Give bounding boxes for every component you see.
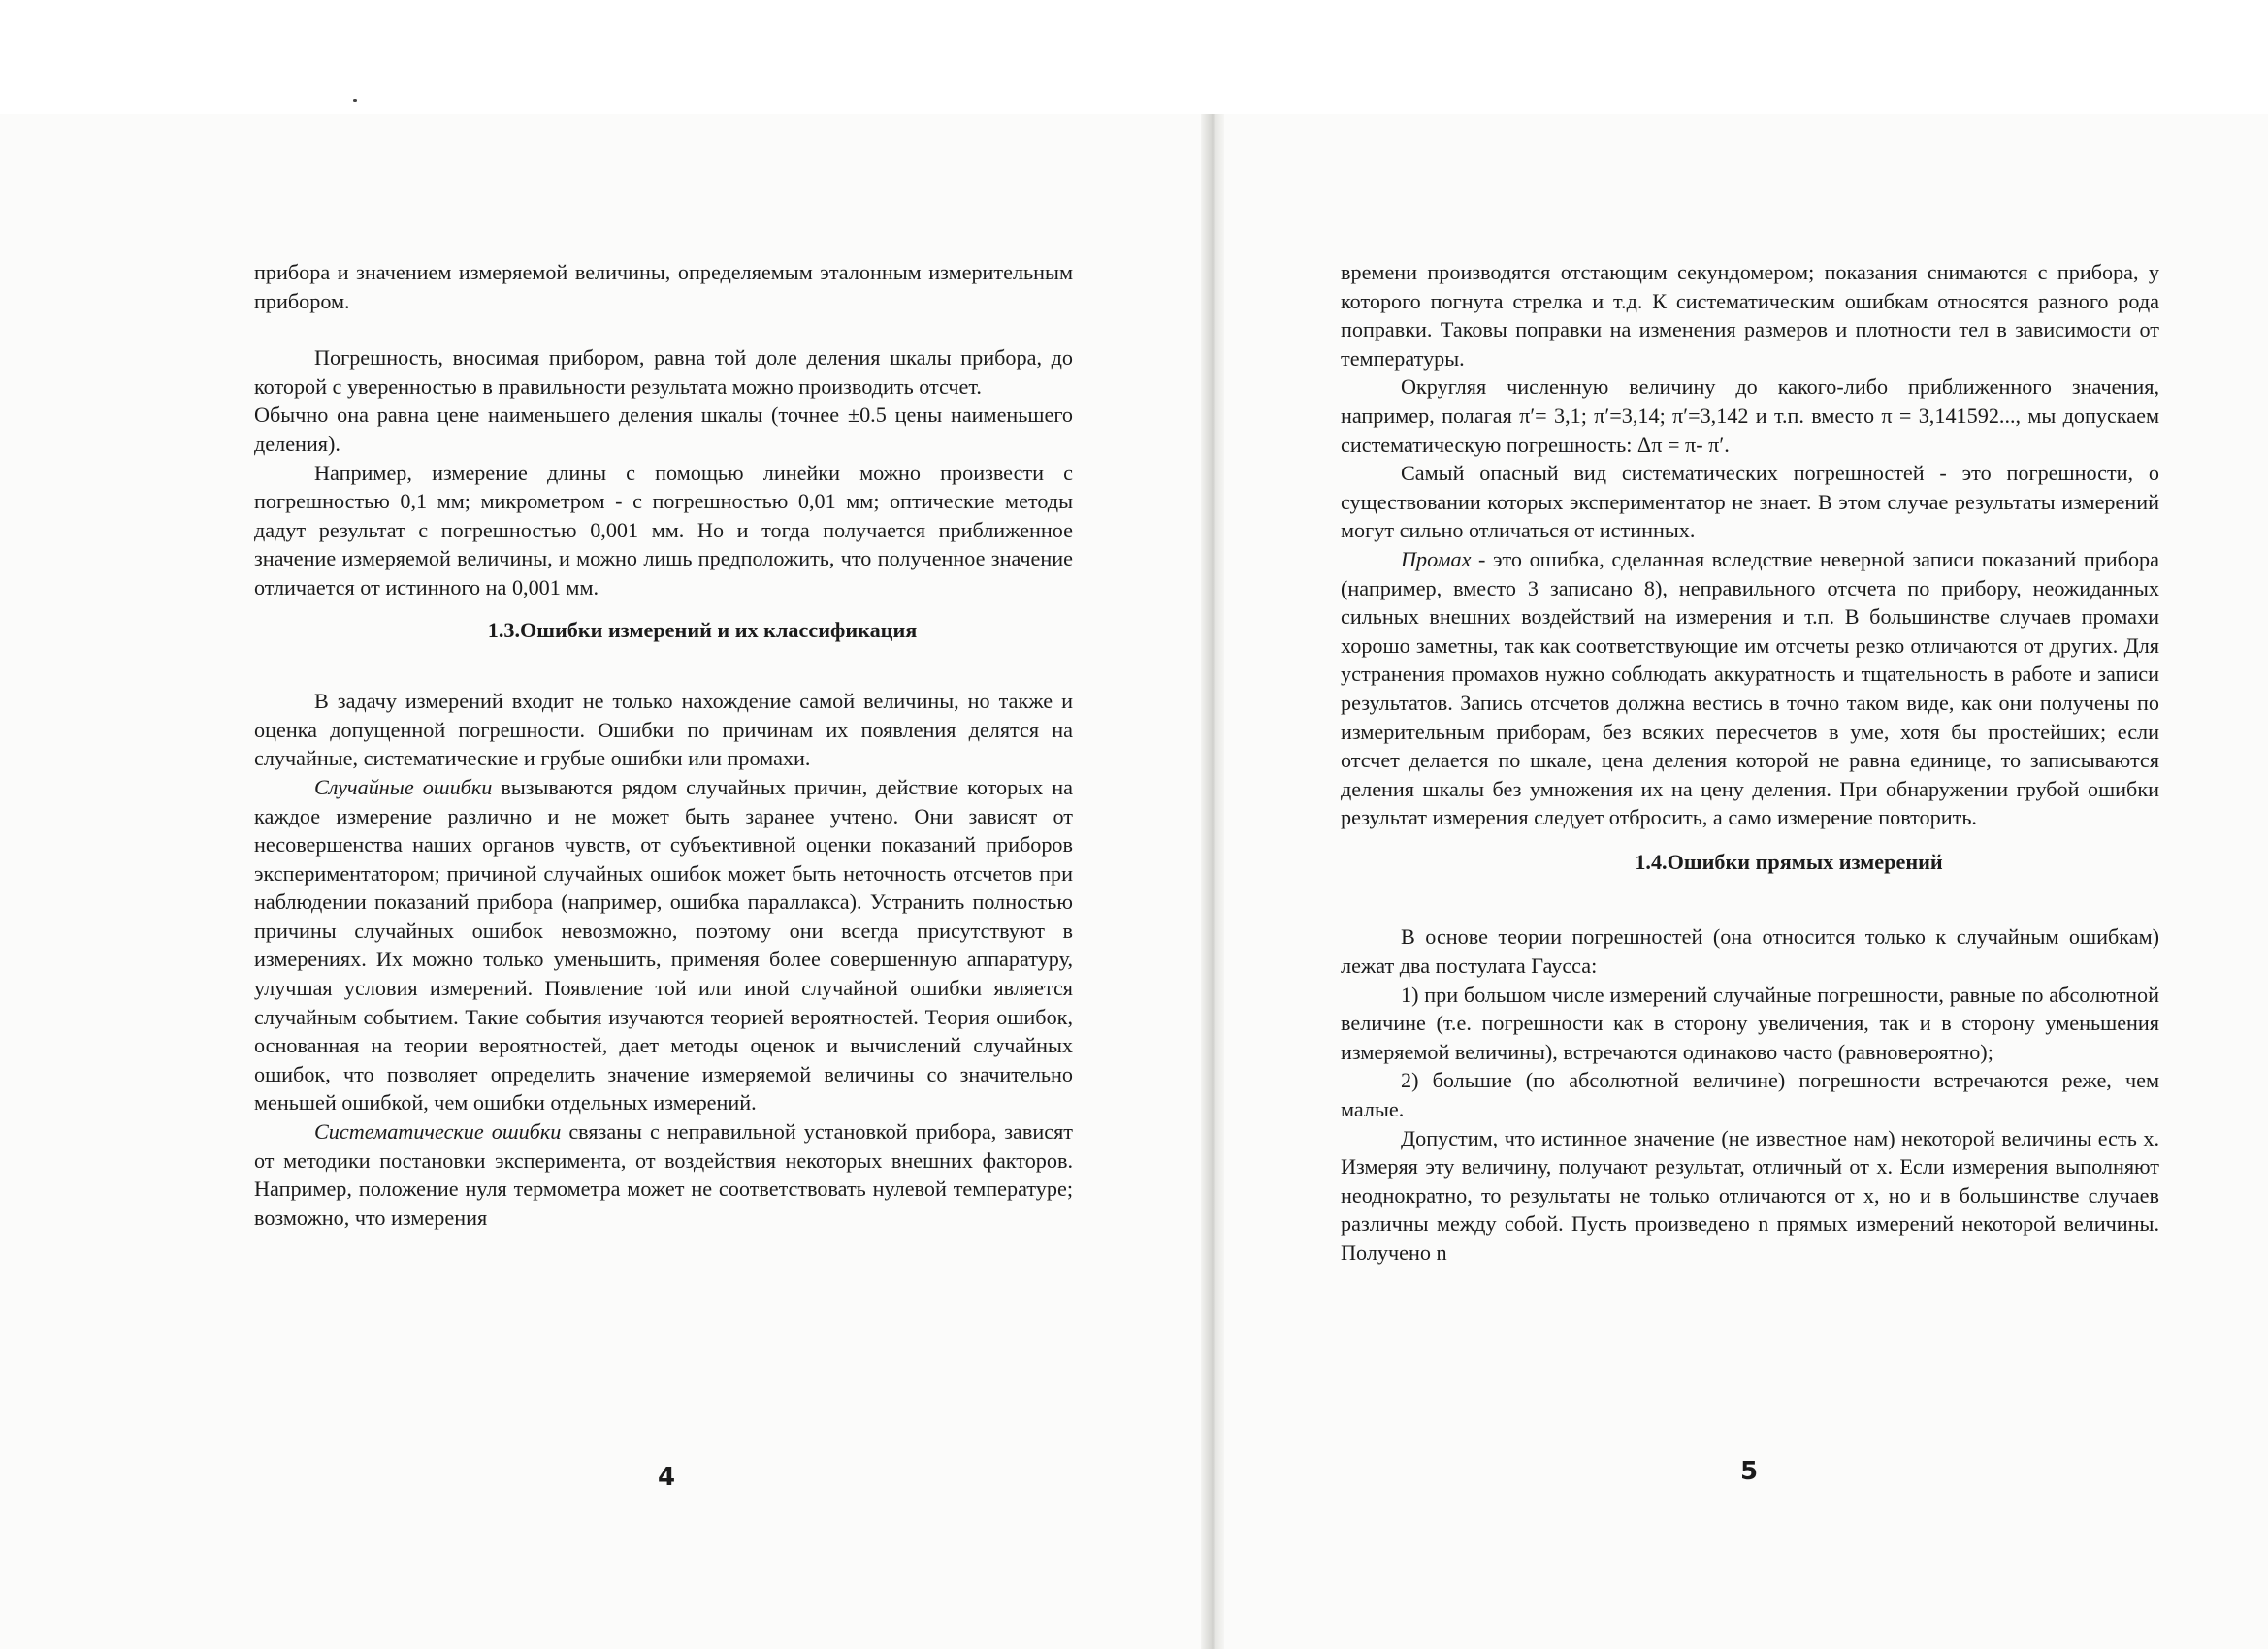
book-gutter: [1201, 114, 1224, 1649]
paragraph: 2) большие (по абсолютной величине) погрешности встречаются реже, чем малые.: [1341, 1068, 2159, 1122]
section-heading: 1.3.Ошибки измерений и их классификация: [487, 617, 918, 642]
page-number: 4: [658, 1463, 676, 1492]
paragraph: Например, измерение длины с помощью линейки можно произвести с погрешностью 0,1 мм; микрометром - с погрешностью 0,01 мм; оптические методы дадут результат с погрешностью 0,001 мм. Но и тогда получается приближенное значение измеряемой величины, и можно лишь предположить, что полученное значение отличается от истинного на 0,001 мм.: [254, 460, 1073, 599]
paragraph: прибора и значением измеряемой величины, определяемым эталонным измерительным прибором.: [254, 260, 1073, 313]
paragraph: Допустим, что истинное значение (не известное нам) некоторой величины есть x. Измеряя эту величину, получают результат, отличный от x. Если измерения выполняют неоднократно, то результаты не только отличаются от x, но и в большинстве случаев различны между собой. Пусть произведено n прямых измерений некоторой величины. Получено n: [1341, 1125, 2159, 1265]
italic-term: Промах: [1401, 546, 1472, 571]
paragraph-text: связаны с неправильной установкой прибора, зависят от методики постановки эксперимента, от воздействия некоторых внешних факторов. Например, положение нуля термометра может не соответствовать нулевой температуре; возможно, что измерения: [254, 1119, 1073, 1230]
italic-term: Случайные ошибки: [314, 774, 493, 799]
italic-term: Систематические ошибки: [314, 1119, 562, 1145]
paragraph: Обычно она равна цене наименьшего деления шкалы (точнее ±0.5 цены наименьшего деления).: [254, 403, 1073, 456]
paragraph-text: вызываются рядом случайных причин, действие которых на каждое измерение различно и не может быть заранее учтено. Они зависят от несовершенства наших органов чувств, от субъективной оценки показаний приборов экспериментатором; причиной случайных ошибок может быть неточность отсчетов при наблюдении показаний прибора (например, ошибка параллакса). Устранить полностью причины случайных ошибок невозможно, поэтому они всегда присутствуют в измерениях. Их можно только уменьшить, применяя более совершенную аппаратуру, улучшая условия измерений. Появление той или иной случайной ошибки является случайным событием. Такие события изучаются теорией вероятностей. Теория ошибок, основанная на теории вероятностей, дает методы оценок и вычислений случайных ошибок, что позволяет определить значение измеряемой величины со значительно меньшей ошибкой, чем ошибки отдельных измерений.: [254, 774, 1073, 1116]
paragraph: [254, 773, 1073, 1117]
paragraph-text: - это ошибка, сделанная вследствие неверной записи показаний прибора (например, вместо 3 записано 8), неправильного отсчета по прибору, неожиданных сильных внешних воздействий на измерения и т.п. В большинстве случаев промахи хорошо заметны, так как соответствующие им отсчеты резко отличаются от других. Для устранения промахов нужно соблюдать аккуратность и тщательность в работе и записи результатов. Запись отсчетов должна вестись в точно таком виде, как они получены по измерительным приборам, без всяких пересчетов в уме, хотя бы простейших; если отсчет делается по шкале, цена деления которой не равна единице, то записываются деления шкалы без умножения их на цену деления. При обнаружении грубой ошибки результат измерения следует отбросить, а само измерение повторить.: [1341, 546, 2159, 830]
scan-speck: [353, 99, 357, 102]
right-page-text: [1341, 258, 2159, 1268]
left-page-text: [254, 258, 1073, 1232]
paragraph: В основе теории погрешностей (она относится только к случайным ошибкам) лежат два постулата Гаусса:: [1341, 924, 2159, 979]
page-number: 5: [1740, 1457, 1759, 1486]
paragraph: [254, 1117, 1073, 1232]
paragraph: 1) при большом числе измерений случайные погрешности, равные по абсолютной величине (т.е. погрешности как в сторону увеличения, так и в сторону уменьшения измеряемой величины), встречаются одинаково часто (равновероятно);: [1341, 982, 2159, 1064]
paragraph: В задачу измерений входит не только нахождение самой величины, но также и оценка допущенной погрешности. Ошибки по причинам их появления делятся на случайные, систематические и грубые ошибки или промахи.: [254, 689, 1073, 771]
paragraph: [1341, 545, 2159, 832]
paragraph: Самый опасный вид систематических погрешностей - это погрешности, о существовании которых экспериментатор не знает. В этом случае результаты измерений могут сильно отличаться от истинных.: [1341, 461, 2159, 543]
paragraph: Округляя численную величину до какого-либо приближенного значения, например, полагая π′= 3,1; π′=3,14; π′=3,142 и т.п. вместо π = 3,141592..., мы допускаем систематическую погрешность: Δπ = π- π′.: [1341, 374, 2159, 457]
paragraph: времени производятся отстающим секундомером; показания снимаются с прибора, у которого погнута стрелка и т.д. К систематическим ошибкам относятся разного рода поправки. Таковы поправки на изменения размеров и плотности тел в зависимости от температуры.: [1341, 260, 2159, 371]
paragraph: Погрешность, вносимая прибором, равна той доле деления шкалы прибора, до которой с уверенностью в правильности результата можно производить отсчет.: [254, 345, 1073, 399]
section-heading: 1.4.Ошибки прямых измерений: [1635, 849, 1943, 874]
